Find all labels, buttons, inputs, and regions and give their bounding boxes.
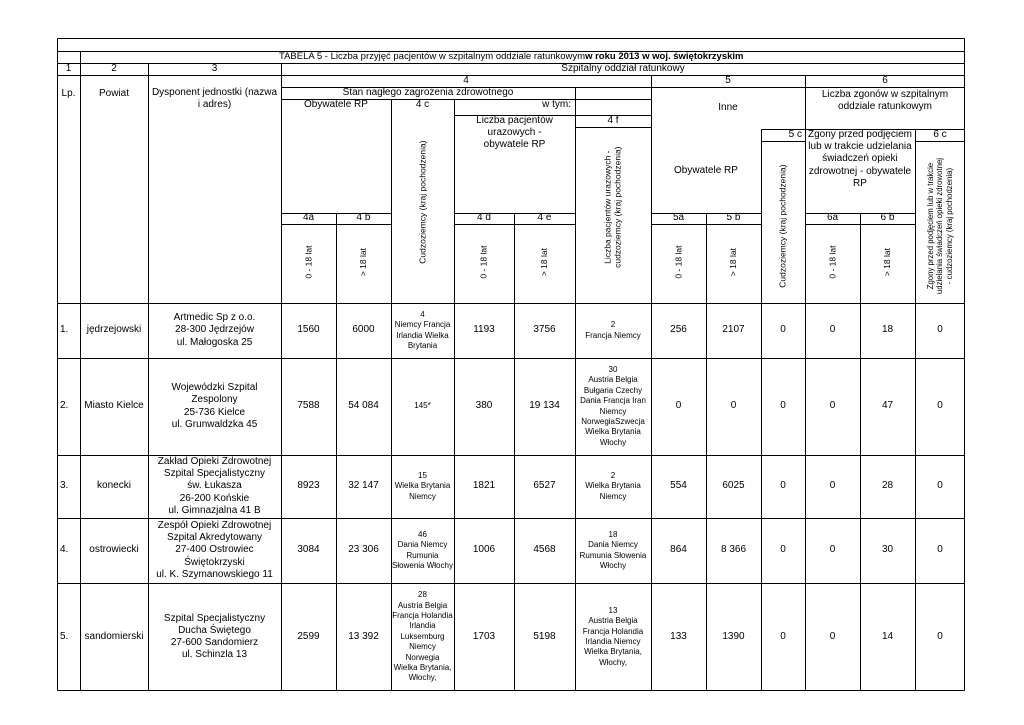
cell-c4: 15 Wielka Brytania Niemcy (394, 470, 451, 501)
cell-c4: 4 Niemcy Francja Irlandia Wielka Brytania (394, 309, 451, 350)
cell-c5: 0 (780, 324, 786, 336)
cell-f4: 2 Wielka Brytania Niemcy (585, 470, 641, 501)
cell-c6: 0 (937, 480, 943, 492)
cell-a6: 0 (829, 324, 836, 336)
cell-lp: 5. (60, 630, 69, 642)
header-powiat: Powiat (98, 87, 129, 99)
cell-c5: 0 (780, 400, 786, 412)
header-4f: 4 f (607, 114, 619, 126)
header-obywatele-rp-inne: Obywatele RP (674, 164, 738, 176)
age-adult-6b: > 18 lat (882, 247, 893, 277)
header-urazowi-cudzoziemcy: Liczba pacjentów urazowych - cudzoziemcy (kraj pochodzenia) (602, 146, 624, 268)
cell-powiat: sandomierski (84, 630, 144, 642)
cell-a6: 0 (829, 544, 836, 556)
subheader-4b: 4 b (356, 212, 371, 224)
subheader-5a: 5a (672, 212, 685, 224)
cell-b5: 1390 (722, 630, 745, 642)
subheader-4a: 4a (302, 212, 315, 224)
age-adult-4e: > 18 lat (539, 247, 550, 277)
cell-a6: 0 (829, 630, 836, 642)
age-young-6a: 0 - 18 lat (827, 245, 838, 279)
subheader-4e: 4 e (537, 212, 552, 224)
cell-d4: 380 (475, 400, 493, 412)
cell-a4: 1560 (297, 324, 320, 336)
cell-dysponent: Zakład Opieki Zdrowotnej Szpital Specjalistyczny św. Łukasza 26-200 Końskie ul. Gimnazjalna 41 B (157, 456, 272, 516)
cell-c5: 0 (780, 630, 786, 642)
cell-d4: 1006 (472, 544, 496, 556)
age-adult-5b: > 18 lat (728, 247, 739, 277)
cell-c6: 0 (937, 630, 943, 642)
cell-c4: 145* (414, 401, 431, 411)
subheader-6a: 6a (826, 212, 839, 224)
cell-c5: 0 (780, 544, 786, 556)
cell-e4: 6527 (533, 480, 556, 492)
age-young-5a: 0 - 18 lat (673, 245, 684, 279)
cell-powiat: Miasto Kielce (84, 400, 144, 412)
cell-c4: 28 Austria Belgia Francja Holandia Irlandia Luksemburg Niemcy Norwegia Wielka Brytania, Włochy, (392, 590, 453, 683)
header-stan-naglego: Stan nagłego zagrożenia zdrowotnego (342, 86, 514, 98)
header-urazowych: Liczba pacjentów urazowych - obywatele RP (476, 115, 553, 151)
cell-dysponent: Wojewódzki Szpital Zespolony 25-736 Kielce ul. Grunwaldzka 45 (171, 382, 258, 430)
cell-c5: 0 (780, 480, 786, 492)
cell-c6: 0 (937, 544, 943, 556)
header-lp: Lp. (61, 87, 76, 99)
cell-b5: 8 366 (720, 544, 747, 556)
header-w-tym: w tym: (542, 98, 571, 110)
table-title-bold: w roku 2013 w woj. świętokrzyskim (585, 51, 744, 63)
header-6c: 6 c (933, 128, 947, 140)
cell-b4: 6000 (352, 324, 375, 336)
cell-b6: 14 (881, 630, 894, 642)
group-number-5: 5 (725, 74, 731, 86)
cell-f4: 30 Austria Belgia Bułgaria Czechy Dania Francja Iran Niemcy NorwegiaSzwecja Wielka Brytania Włochy (580, 364, 646, 447)
cell-b4: 54 084 (348, 400, 379, 412)
cell-d4: 1703 (472, 630, 496, 642)
table-title-main: TABELA 5 - Liczba przyjęć pacjentów w szpitalnym oddziale ratunkowym (279, 51, 586, 63)
cell-a5: 554 (670, 480, 687, 492)
col-number-2: 2 (111, 62, 117, 74)
header-dysponent: Dysponent jednostki (nazwa i adres) (151, 87, 278, 111)
cell-powiat: jędrzejowski (86, 324, 142, 336)
subheader-6b: 6 b (880, 212, 895, 224)
cell-dysponent: Artmedic Sp z o.o. 28-300 Jędrzejów ul. Małogoska 25 (173, 312, 256, 348)
cell-powiat: ostrowiecki (89, 544, 139, 556)
age-adult-4b: > 18 lat (358, 247, 369, 277)
cell-a5: 0 (675, 400, 682, 412)
cell-b5: 0 (730, 400, 737, 412)
cell-e4: 3756 (533, 324, 556, 336)
admissions-table (57, 38, 965, 691)
cell-a5: 133 (670, 630, 687, 642)
cell-a4: 2599 (297, 630, 320, 642)
cell-b5: 6025 (722, 480, 745, 492)
header-zgony: Liczba zgonów w szpitalnym oddziale ratunkowym (821, 88, 949, 112)
cell-e4: 4568 (533, 544, 556, 556)
cell-lp: 2. (60, 400, 69, 412)
cell-lp: 1. (60, 324, 69, 336)
header-4c: 4 c (415, 98, 430, 110)
subheader-5b: 5 b (726, 212, 741, 224)
subheader-4d: 4 d (477, 212, 491, 224)
cell-a4: 7588 (297, 400, 320, 412)
sor-label: Szpitalny oddział ratunkowy (561, 62, 685, 74)
cell-f4: 13 Austria Belgia Francja Holandia Irlandia Niemcy Wielka Brytania, Włochy, (582, 605, 644, 667)
cell-d4: 1821 (472, 480, 496, 492)
cell-f4: 18 Dania Niemcy Rumunia Słowenia Włochy (579, 529, 647, 570)
cell-a5: 864 (670, 544, 687, 556)
cell-a6: 0 (829, 400, 836, 412)
cell-dysponent: Zespół Opieki Zdrowotnej Szpital Akredytowany 27-400 Ostrowiec Świętokrzyski ul. K. Szymanowskiego 11 (156, 520, 273, 580)
header-zgony-cudzoziemcy: Zgony przed podjęciem lub w trakcie udzielania świadczeń opieki zdrowotnej - cudzoziemcy (kraj pochodzenia) (925, 157, 954, 295)
cell-c4: 46 Dania Niemcy Rumunia Słowenia Włochy (392, 529, 453, 570)
cell-a5: 256 (670, 324, 687, 336)
header-inne: Inne (718, 101, 738, 113)
col-number-1: 1 (65, 62, 72, 74)
cell-powiat: konecki (97, 480, 131, 492)
header-5c: 5 c (788, 128, 802, 140)
header-cudzoziemcy-inne: Cudzoziemcy (kraj pochodzenia) (777, 164, 788, 288)
cell-b6: 47 (881, 400, 894, 412)
cell-b4: 23 306 (348, 544, 379, 556)
cell-lp: 3. (60, 480, 69, 492)
table-title (279, 51, 959, 63)
header-zgony-przed: Zgony przed podjęciem lub w trakcie udzielania świadczeń opieki zdrowotnej - obywatele RP (808, 129, 912, 189)
col-number-3: 3 (211, 62, 218, 74)
cell-dysponent: Szpital Specjalistyczny Ducha Świętego 27-600 Sandomierz ul. Schinzla 13 (163, 612, 266, 661)
cell-e4: 19 134 (529, 400, 560, 412)
cell-c6: 0 (937, 400, 943, 412)
header-cudzoziemcy: Cudzoziemcy (kraj pochodzenia) (417, 140, 428, 265)
cell-a4: 3084 (297, 544, 320, 556)
age-young-4a: 0 - 18 lat (303, 245, 314, 279)
cell-c6: 0 (937, 324, 943, 336)
cell-f4: 2 Francja Niemcy (585, 320, 641, 340)
cell-lp: 4. (60, 544, 69, 556)
cell-a6: 0 (829, 480, 836, 492)
cell-e4: 5198 (533, 630, 556, 642)
cell-a4: 8923 (297, 480, 320, 492)
cell-b4: 13 392 (348, 630, 379, 642)
cell-d4: 1193 (473, 324, 495, 336)
group-number-6: 6 (882, 74, 888, 86)
cell-b4: 32 147 (348, 480, 379, 492)
cell-b5: 2107 (722, 324, 745, 336)
cell-b6: 30 (881, 544, 894, 556)
age-young-4d: 0 - 18 lat (478, 245, 489, 279)
cell-b6: 28 (881, 480, 894, 492)
group-number-4: 4 (463, 74, 469, 86)
header-obywatele-rp: Obywatele RP (304, 98, 368, 110)
cell-b6: 18 (881, 324, 894, 336)
